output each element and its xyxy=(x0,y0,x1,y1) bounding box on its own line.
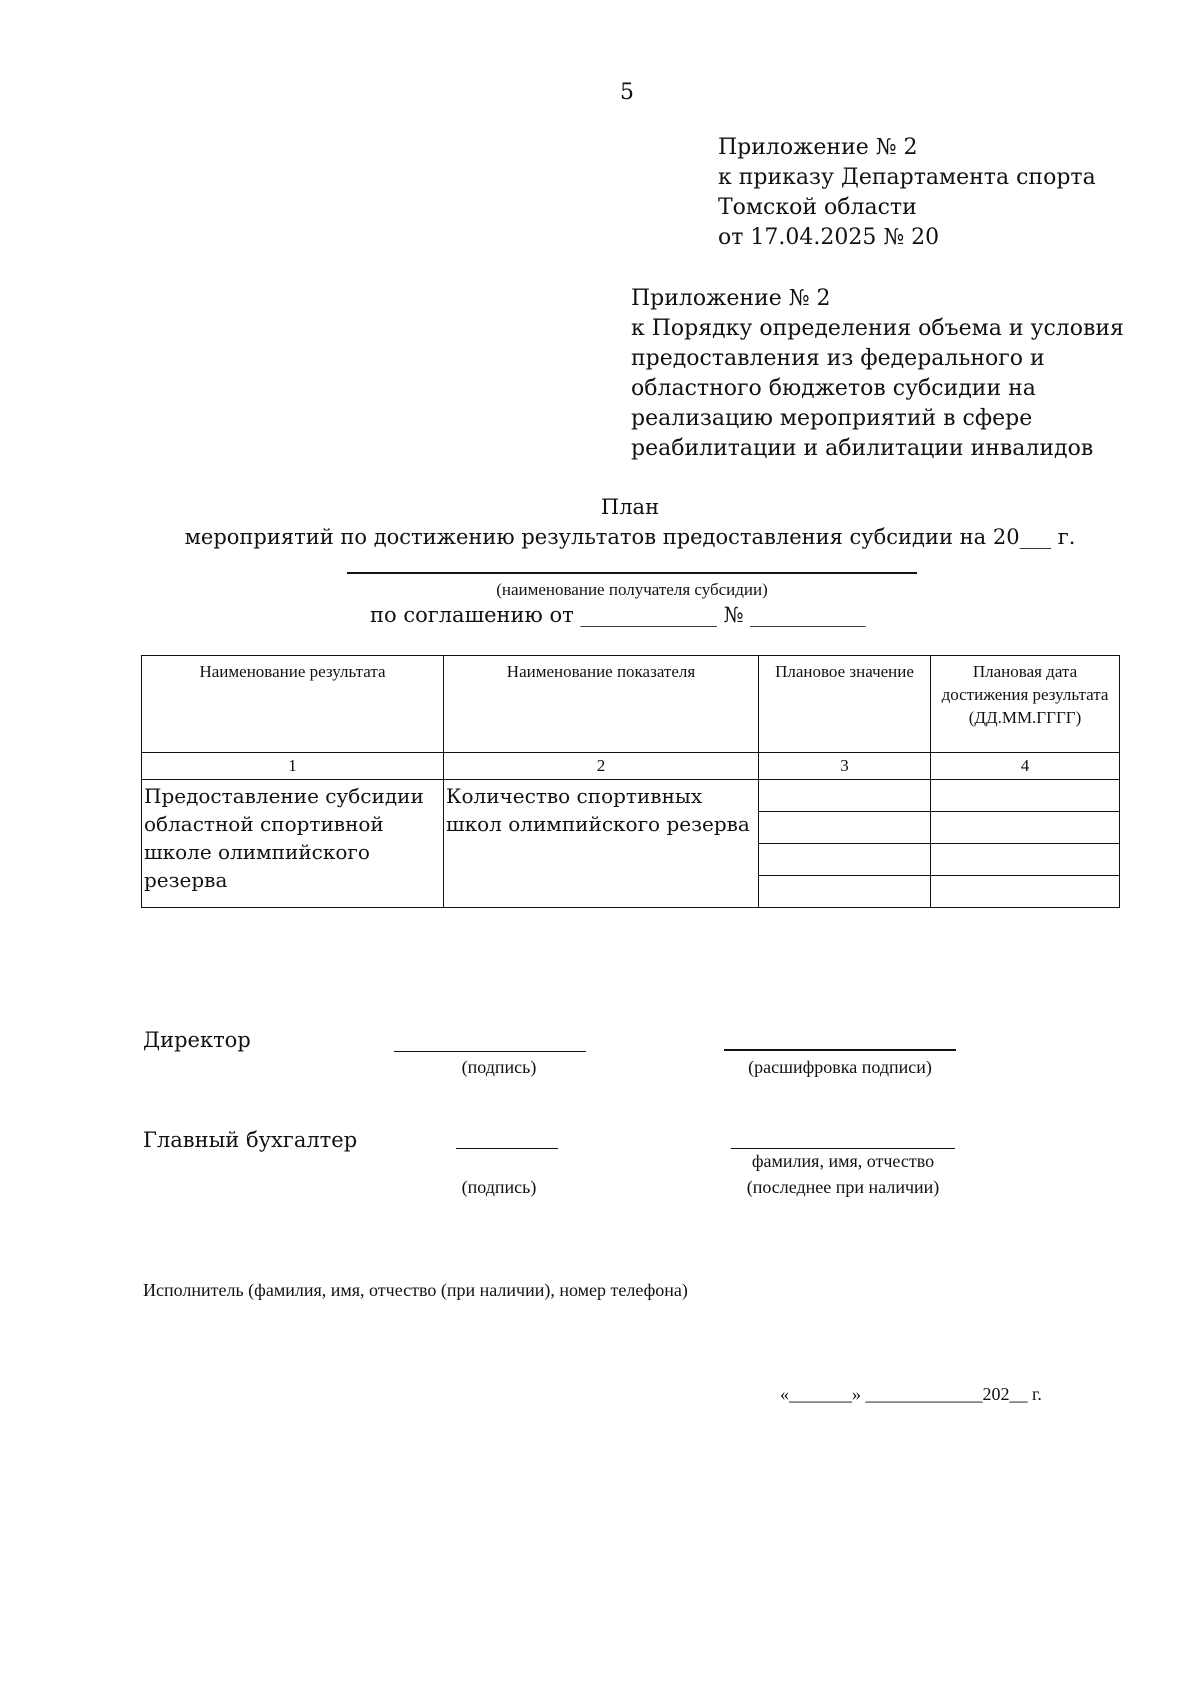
accountant-fio-caption-note: (последнее при наличии) xyxy=(746,1177,940,1197)
header-planned-value: Плановое значение xyxy=(759,656,931,753)
appendix-procedure-line: Приложение № 2 xyxy=(631,286,831,311)
director-signature-line xyxy=(394,1051,586,1052)
appendix-order-line: к приказу Департамента спорта xyxy=(718,165,1096,190)
accountant-fio-line xyxy=(731,1148,955,1149)
appendix-procedure-line: реализацию мероприятий в сфере xyxy=(631,406,1033,431)
appendix-order-line: Томской области xyxy=(718,195,917,220)
accountant-signature-line xyxy=(456,1148,558,1149)
table-number-row xyxy=(142,753,1120,780)
planned-date-cell xyxy=(931,844,1120,876)
director-signature-caption: (подпись) xyxy=(461,1057,537,1077)
appendix-order-line: Приложение № 2 xyxy=(718,135,918,160)
recipient-name-line xyxy=(347,572,917,574)
director-decoding-line xyxy=(724,1049,956,1051)
director-label: Директор xyxy=(143,1028,251,1052)
header-indicator-name: Наименование показателя xyxy=(444,656,759,753)
appendix-order-line: от 17.04.2025 № 20 xyxy=(718,225,940,250)
column-number: 1 xyxy=(142,753,444,780)
planned-date-cell xyxy=(931,812,1120,844)
planned-date-cell xyxy=(931,780,1120,812)
header-result-name: Наименование результата xyxy=(142,656,444,753)
plan-table xyxy=(141,655,1120,908)
indicator-name-cell: Количество спортивных школ олимпийского резерва xyxy=(444,780,759,908)
executor-line: Исполнитель (фамилия, имя, отчество (при наличии), номер телефона) xyxy=(143,1280,688,1300)
column-number: 2 xyxy=(444,753,759,780)
appendix-procedure-block xyxy=(631,284,1124,464)
planned-value-cell xyxy=(759,876,931,908)
appendix-procedure-line: предоставления из федерального и xyxy=(631,346,1045,371)
document-subtitle: мероприятий по достижению результатов предоставления субсидии на 20___ г. xyxy=(184,525,1076,549)
document-title: План xyxy=(600,495,660,519)
page-number: 5 xyxy=(620,80,634,105)
director-decoding-caption: (расшифровка подписи) xyxy=(748,1057,932,1077)
appendix-procedure-line: областного бюджетов субсидии на xyxy=(631,376,1036,401)
column-number: 4 xyxy=(931,753,1120,780)
column-number: 3 xyxy=(759,753,931,780)
result-name-cell: Предоставление субсидии областной спортивной школе олимпийского резерва xyxy=(142,780,444,908)
appendix-procedure-line: к Порядку определения объема и условия xyxy=(631,316,1124,341)
agreement-line: по соглашению от _____________ № ___________ xyxy=(370,603,866,627)
accountant-signature-caption: (подпись) xyxy=(461,1177,537,1197)
recipient-caption: (наименование получателя субсидии) xyxy=(496,580,768,599)
appendix-order-block xyxy=(718,133,1096,253)
appendix-procedure-line: реабилитации и абилитации инвалидов xyxy=(631,436,1094,461)
planned-date-cell xyxy=(931,876,1120,908)
table-row xyxy=(142,780,1120,812)
accountant-label: Главный бухгалтер xyxy=(143,1128,358,1152)
planned-value-cell xyxy=(759,844,931,876)
accountant-fio-caption: фамилия, имя, отчество xyxy=(751,1151,935,1171)
planned-value-cell xyxy=(759,780,931,812)
header-planned-date: Плановая дата достижения результата (ДД.ММ.ГГГГ) xyxy=(931,656,1120,753)
table-header-row xyxy=(142,656,1120,753)
date-line: «_______» _____________202__ г. xyxy=(780,1384,1042,1404)
planned-value-cell xyxy=(759,812,931,844)
